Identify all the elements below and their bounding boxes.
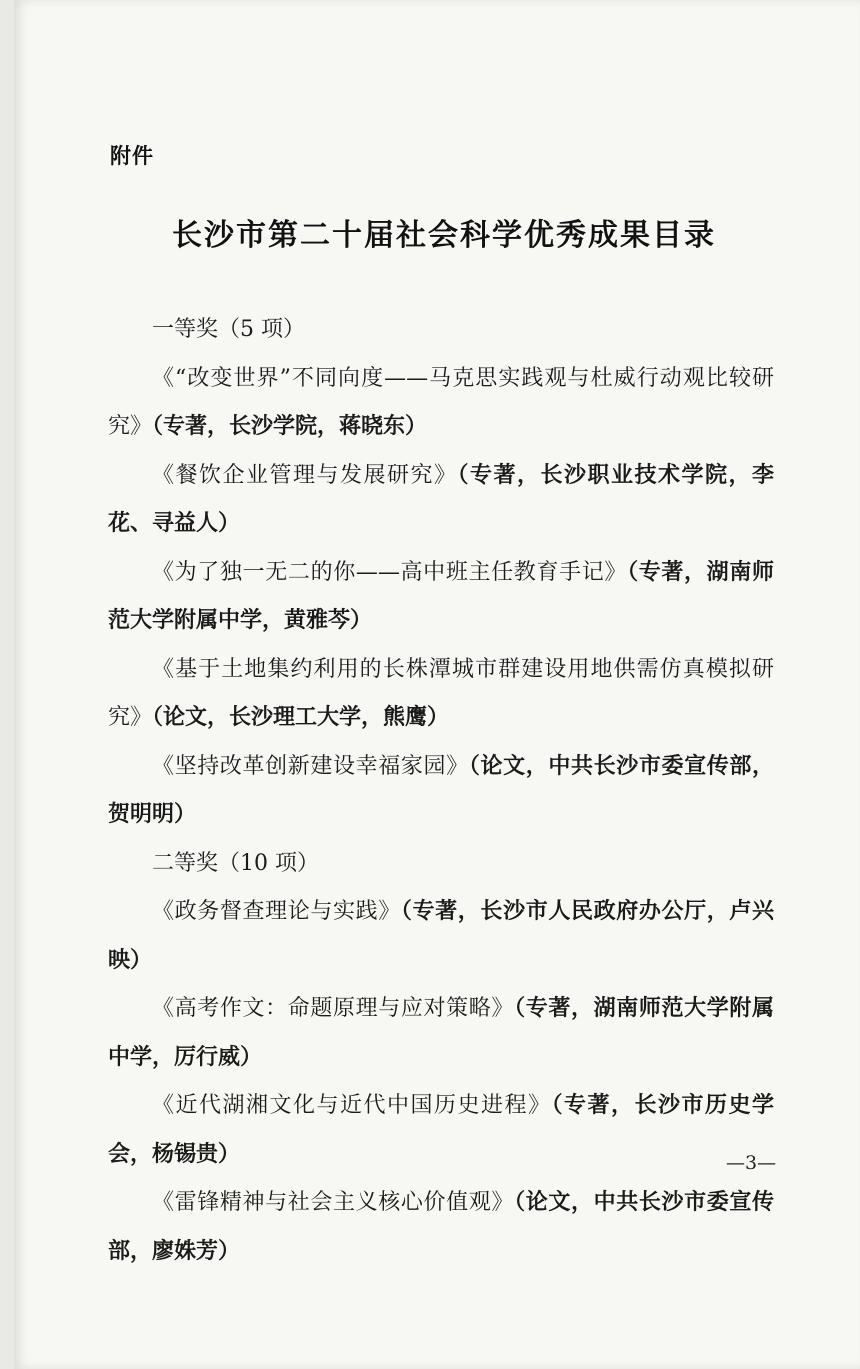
work-title: 《基于土地集约利用的长株潭城市群建设用地供需仿真模拟研究》 [108, 656, 774, 730]
work-info: （专著，长沙市历史学会，杨锡贵） [108, 1093, 774, 1167]
attachment-label: 附件 [110, 144, 154, 168]
list-item [108, 743, 774, 840]
work-info: （专著，湖南师范大学附属中学，黄雅芩） [108, 559, 774, 633]
work-title: 《政务督查理论与实践》 [152, 899, 401, 924]
list-item [108, 888, 774, 985]
work-title: 《为了独一无二的你——高中班主任教育手记》 [152, 559, 628, 585]
work-info: （论文，长沙理工大学，熊鹰） [152, 705, 450, 730]
list-item [108, 985, 774, 1082]
section-heading-first-prize: 一等奖（5 项） [152, 317, 305, 342]
list-item [108, 1179, 774, 1276]
work-title: 《餐饮企业管理与发展研究》 [152, 462, 458, 488]
work-info: （论文，中共长沙市委宣传部，廖姝芳） [108, 1190, 774, 1264]
work-info: （专著，长沙市人民政府办公厅，卢兴映） [108, 899, 774, 973]
work-info: （专著，湖南师范大学附属中学，厉行威） [108, 996, 774, 1070]
work-title: 《“改变世界”不同向度——马克思实践观与杜威行动观比较研究》 [108, 365, 774, 439]
work-info: （论文，中共长沙市委宣传部，贺明明） [108, 753, 774, 827]
list-item [108, 452, 774, 549]
list-item [108, 549, 774, 646]
work-title: 《雷锋精神与社会主义核心价值观》 [152, 1190, 515, 1215]
work-info: （专著，长沙学院，蒋晓东） [152, 414, 428, 439]
list-item [108, 646, 774, 743]
work-info: （专著，长沙职业技术学院，李花、寻益人） [108, 462, 774, 536]
section-heading-second-prize: 二等奖（10 项） [152, 850, 319, 876]
work-title: 《近代湖湘文化与近代中国历史进程》 [152, 1093, 552, 1118]
page-number: —3— [726, 1152, 777, 1174]
document-title: 长沙市第二十届社会科学优秀成果目录 [172, 218, 716, 253]
work-title: 《坚持改革创新建设幸福家园》 [152, 753, 469, 779]
work-title: 《高考作文：命题原理与应对策略》 [152, 996, 515, 1021]
list-item [108, 355, 774, 452]
document-page [14, 0, 860, 1369]
award-list [108, 306, 777, 1276]
list-item [108, 1082, 777, 1179]
